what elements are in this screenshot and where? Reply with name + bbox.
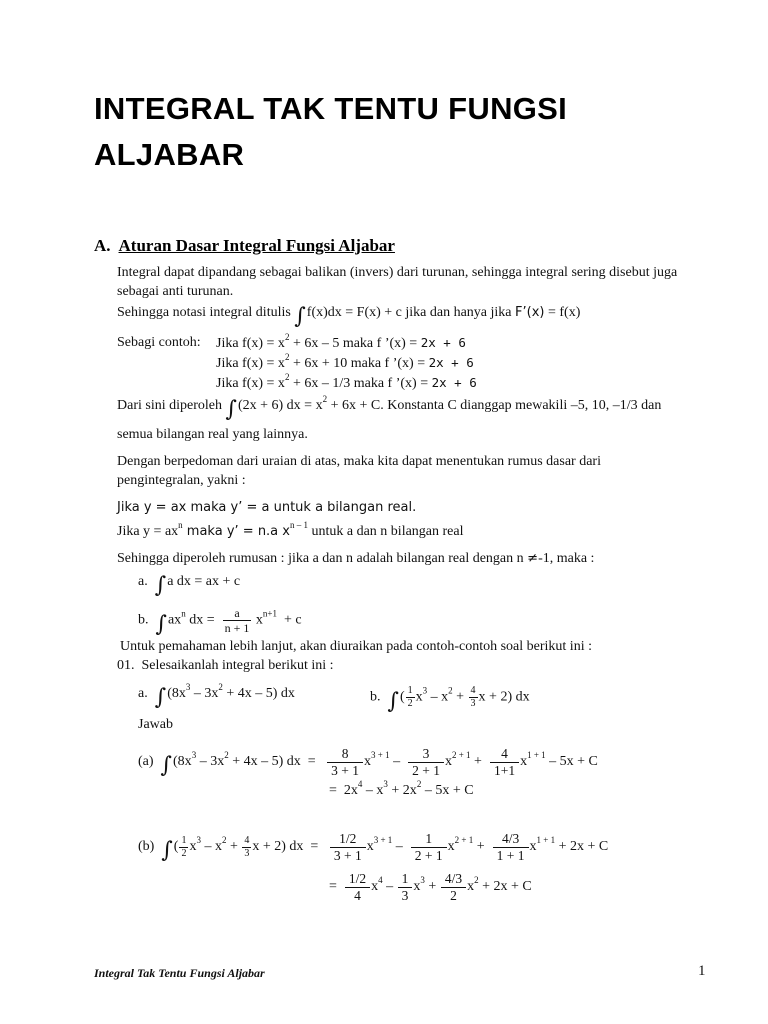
example-row-3: Jika $f(x) = x^2 + 6x - 1/3$ maka f ’(x) = 2x + 6 xyxy=(216,372,477,391)
notation-formula: f(x)dx = F(x) + c xyxy=(306,305,402,320)
dari-sini-line-2: semua bilangan real yang lainnya. xyxy=(117,427,308,442)
intro-paragraph: Integral dapat dipandang sebagai balikan (invers) dari turunan, sehingga integral sering disebut juga sebagai anti turunan. xyxy=(117,265,678,299)
solution-b-line-1: (b) ∫( $\frac{1}{2}$ $x^3 - x^2$ + $\frac{4}{3}$ x + 2) dx = $\frac{1/2}{3 + 1}$ $x^{3 + 1}$ – $\frac{1}{2 + 1}$ $x^{2 + 1}$ + $\frac{4/3}{1 + 1}$ $x^{1 + 1} + 2x + C$ xyxy=(138,831,609,864)
untuk-paragraph: Untuk pemahaman lebih lanjut, akan diuraikan pada contoh-contoh soal berikut ini : xyxy=(120,639,592,654)
rule-2: Jika $y = ax^n$ maka y’ = n.a $x^{n - 1}$ untuk a dan n bilangan real xyxy=(117,520,464,539)
notation-cond-lhs: F’(x) xyxy=(515,305,545,320)
problem-01: 01. Selesaikanlah integral berikut ini : xyxy=(117,658,334,673)
problem-b: b. ∫( $\frac{1}{2}$ $x^3 - x^2$ + $\frac{4}{3}$ x + 2) dx xyxy=(370,685,530,714)
notation-prefix: Sehingga notasi integral ditulis xyxy=(117,305,291,320)
notation-line: Sehingga notasi integral ditulis ∫f(x)dx = F(x) + c jika dan hanya jika F’(x) = f(x) xyxy=(117,304,581,329)
page-title: INTEGRAL TAK TENTU FUNGSI ALJABAR xyxy=(94,91,568,172)
dari-sini-line: Dari sini diperoleh ∫(2x + 6) dx = $x^2 + 6x + C$. Konstanta C dianggap mewakili –5, 10, –1/3 dan xyxy=(117,394,662,422)
page-number: 1 xyxy=(698,963,706,979)
berpedoman-paragraph: Dengan berpedoman dari uraian di atas, maka kita dapat menentukan rumus dasar dari pengintegralan, yakni : xyxy=(117,454,601,488)
example-row-2: Jika $f(x) = x^2 + 6x + 10$ maka f ’(x) = 2x + 6 xyxy=(216,352,474,371)
footer-title: Integral Tak Tentu Fungsi Aljabar xyxy=(94,966,265,980)
solution-a-line-1: (a) $\int(8x^3 - 3x^2 + 4x - 5)$ dx = $\frac{8}{3 + 1}$ $x^{3 + 1}$ – $\frac{3}{2 + 1}$ $x^{2 + 1}$ + $\frac{4}{1+1}$ $x^{1 + 1} - 5x + C$ xyxy=(138,746,598,779)
formula-a: a. ∫a dx = ax + c xyxy=(138,573,241,598)
formula-b: b. $\int ax^n$ dx = $\frac{a}{n + 1}$ $x^{n+1} + c$ xyxy=(138,606,302,637)
example-lead: Sebagi contoh: xyxy=(117,335,201,350)
notation-cond-rhs: = f(x) xyxy=(547,305,581,320)
section-heading xyxy=(94,236,395,256)
sehingga-line: Sehingga diperoleh rumusan : jika a dan n adalah bilangan real dengan n ≠-1, maka : xyxy=(117,551,595,566)
rule-1: Jika y = ax maka y’ = a untuk a bilangan real. xyxy=(117,500,417,515)
notation-mid: jika dan hanya jika xyxy=(405,305,512,320)
section-letter: A. xyxy=(94,236,111,255)
jawab-label: Jawab xyxy=(138,717,173,732)
problem-a: a. $\int(8x^3 - 3x^2 + 4x - 5)$ dx xyxy=(138,682,295,710)
example-row-1: Jika $f(x) = x^2 + 6x - 5$ maka f ’(x) = 2x + 6 xyxy=(216,332,466,351)
section-title: Aturan Dasar Integral Fungsi Aljabar xyxy=(118,236,395,255)
solution-a-line-2: = $2x^4 - x^3 + 2x^2 - 5x + C$ xyxy=(329,779,474,798)
solution-b-line-2: = $\frac{1/2}{4}$ $x^4$ – $\frac{1}{3}$ $x^3$ + $\frac{4/3}{2}$ $x^2 + 2x + C$ xyxy=(329,871,532,903)
